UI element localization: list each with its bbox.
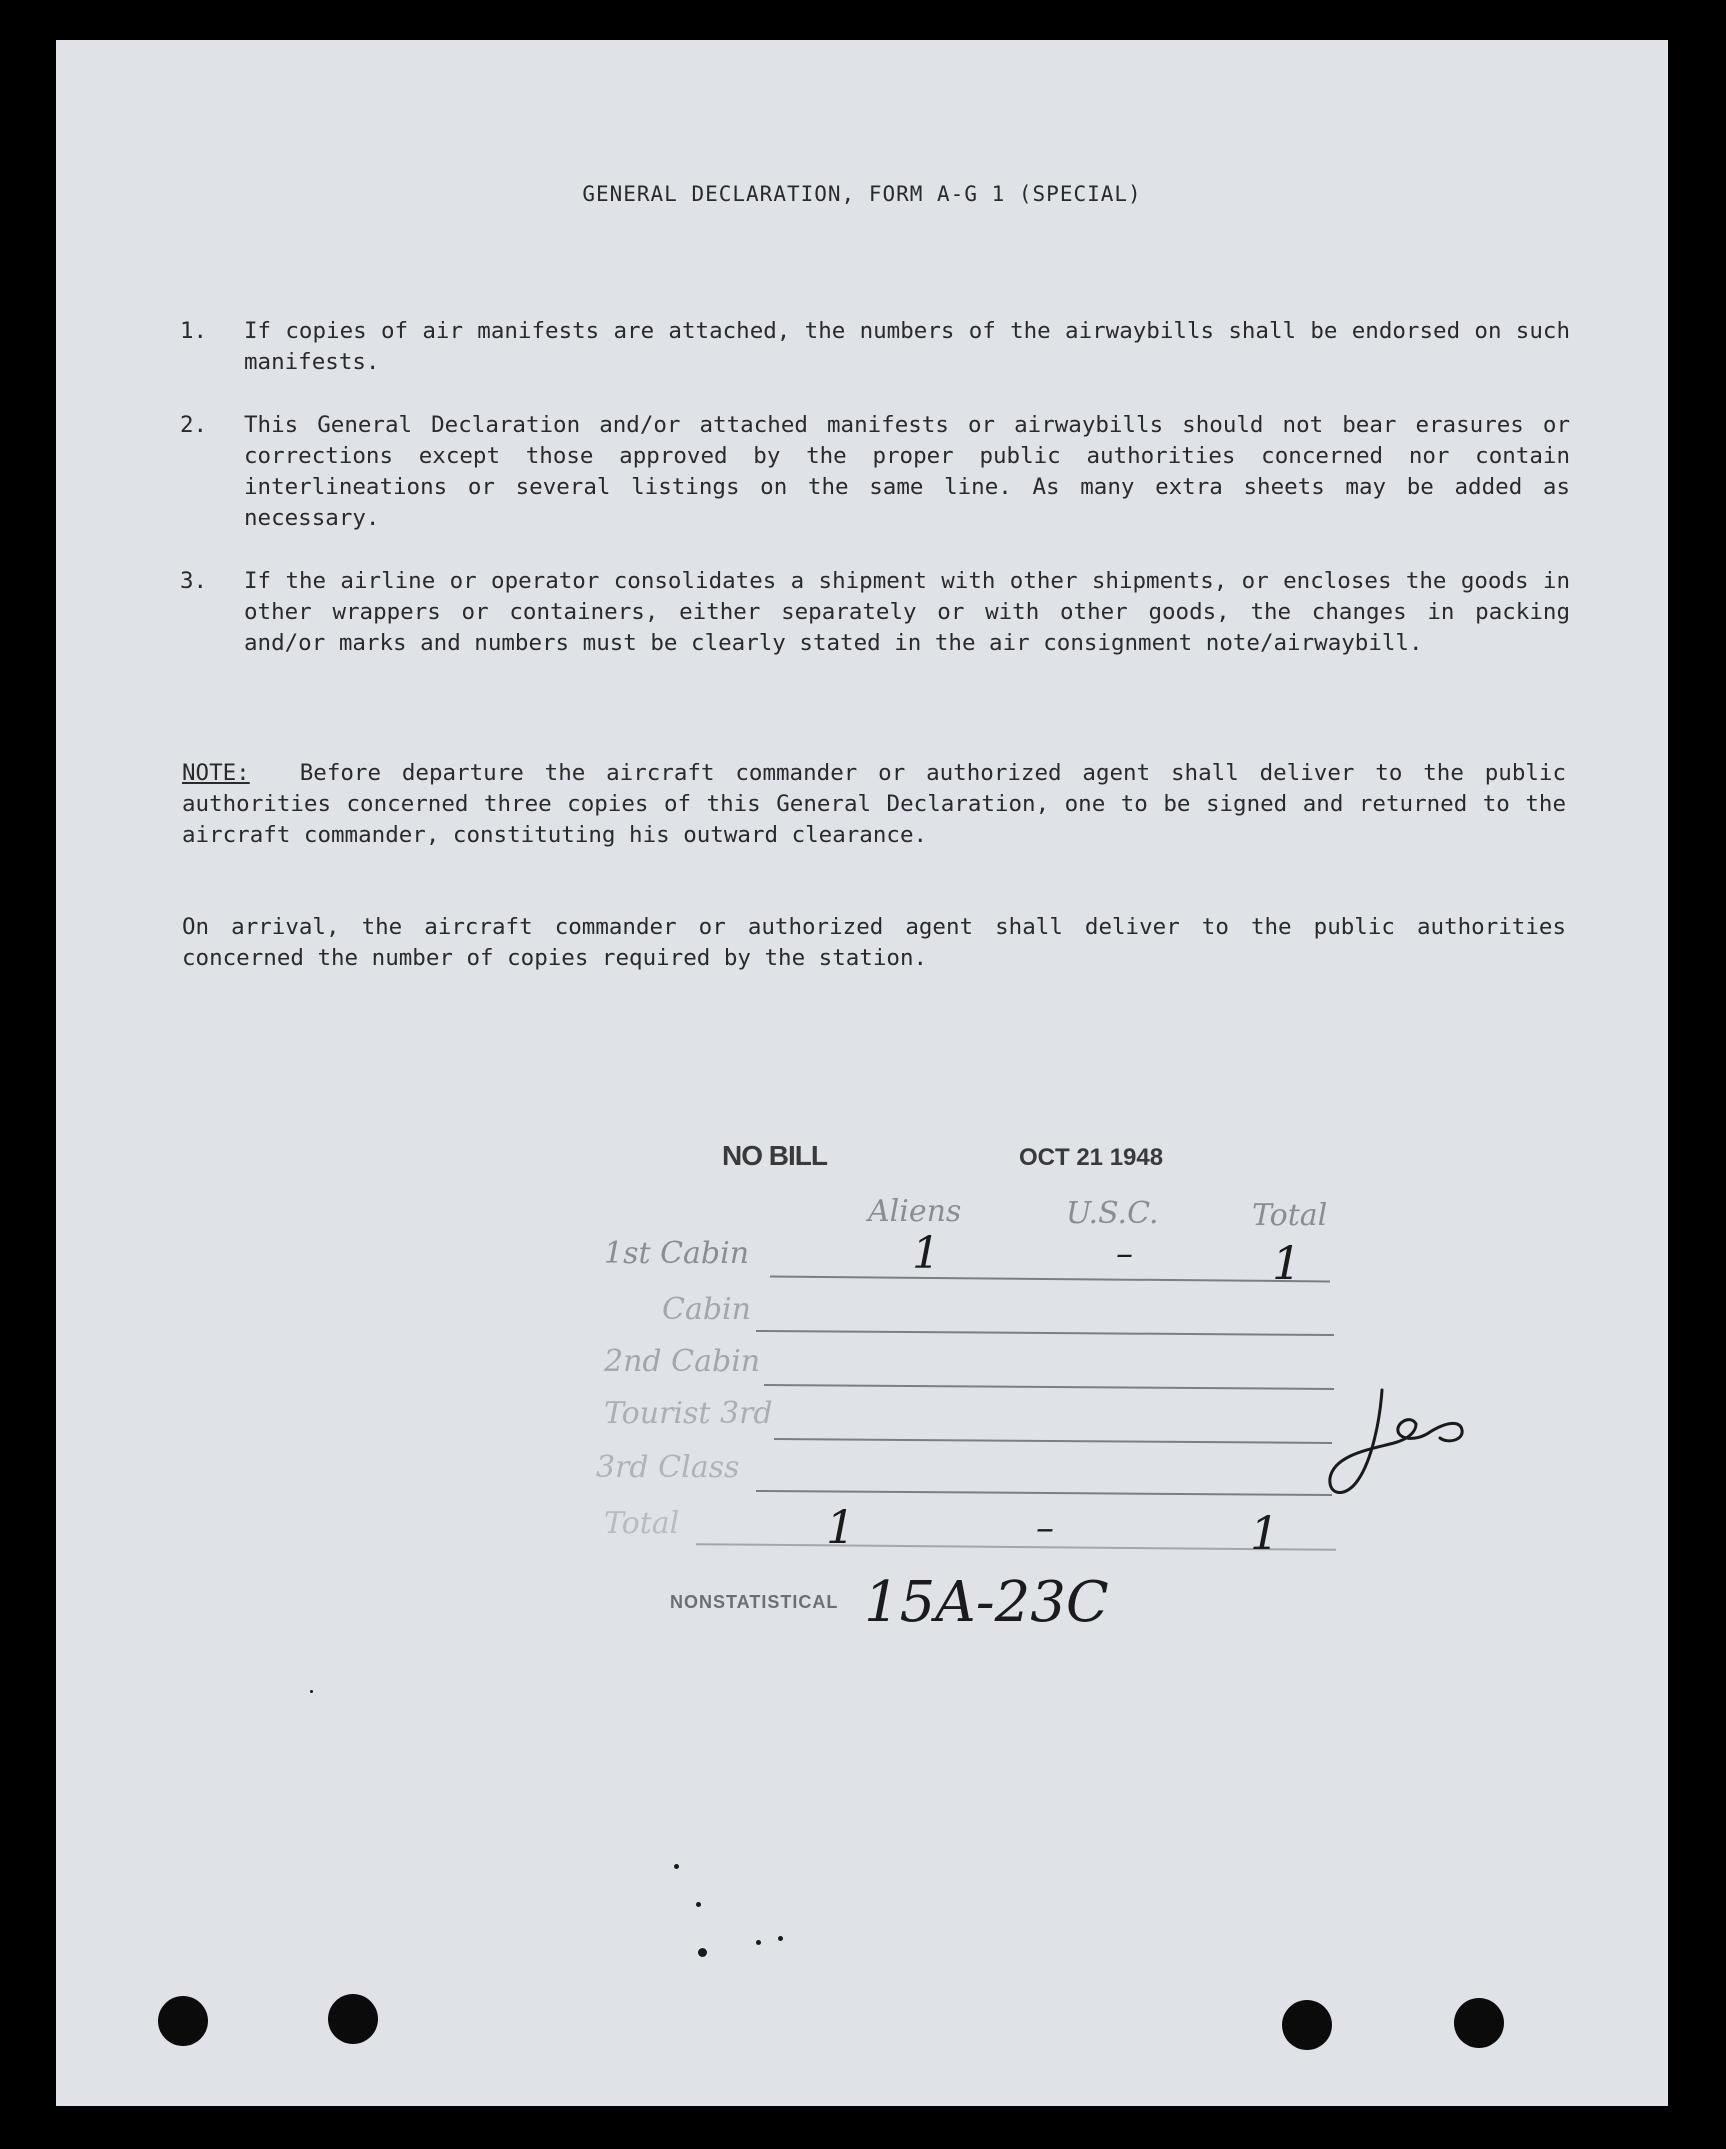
punch-hole <box>328 1994 378 2044</box>
punch-hole <box>1282 2000 1332 2050</box>
punch-hole <box>158 1996 208 2046</box>
item-text: If the airline or operator consolidates a shipment with other shipments, or encloses the goods in other wrappers or containers, either separately or with other goods, the changes in packing and/or marks and numbers must be clearly stated in the air consignment note/airwaybill. <box>244 568 1570 656</box>
value-usc: – <box>1116 1234 1133 1274</box>
row-label-total: Total <box>604 1506 680 1541</box>
speck <box>778 1936 783 1941</box>
no-bill-stamp: NO BILL <box>722 1140 827 1171</box>
row-line <box>770 1276 1330 1283</box>
speck <box>696 1902 701 1907</box>
speck <box>698 1948 707 1957</box>
speck <box>674 1864 679 1869</box>
date-stamp: OCT 21 1948 <box>1019 1144 1164 1171</box>
document-page <box>56 40 1668 2106</box>
value-total: 1 <box>1272 1236 1302 1290</box>
row-label-3rd-class: 3rd Class <box>596 1450 740 1485</box>
nonstatistical-stamp: NONSTATISTICAL <box>670 1592 839 1612</box>
initials-signature <box>1320 1380 1500 1520</box>
page-title: GENERAL DECLARATION, FORM A-G 1 (SPECIAL) <box>582 182 1142 206</box>
value-total-total: 1 <box>1250 1506 1280 1560</box>
row-line <box>756 1490 1332 1496</box>
speck <box>756 1940 761 1945</box>
row-line <box>764 1384 1334 1390</box>
instruction-item-1 <box>180 316 1570 378</box>
item-number: 3. <box>180 568 208 594</box>
instruction-item-3 <box>180 566 1570 659</box>
value-aliens: 1 <box>912 1228 940 1279</box>
column-header-usc: U.S.C. <box>1066 1196 1159 1231</box>
punch-hole <box>1454 1998 1504 2048</box>
note-label: NOTE: <box>182 760 250 786</box>
row-line <box>756 1330 1334 1336</box>
row-label-cabin: Cabin <box>662 1292 751 1327</box>
value-total-aliens: 1 <box>826 1500 856 1554</box>
row-line <box>696 1543 1336 1551</box>
arrival-paragraph: On arrival, the aircraft commander or authorized agent shall deliver to the public authorities concerned the number of copies required by the station. <box>182 914 1566 971</box>
speck <box>310 1690 313 1693</box>
row-line <box>774 1438 1332 1444</box>
instruction-item-2 <box>180 410 1570 534</box>
value-total-usc: – <box>1036 1508 1054 1549</box>
note-paragraph <box>182 758 1566 851</box>
item-text: If copies of air manifests are attached, the numbers of the airwaybills shall be endorsed on such manifests. <box>244 318 1570 375</box>
file-number: 15A-23C <box>864 1570 1109 1635</box>
note-text: Before departure the aircraft commander or authorized agent shall deliver to the public authorities concerned three copies of this General Declaration, one to be signed and returned to the aircraft commander, constituting his outward clearance. <box>182 760 1566 848</box>
column-header-total: Total <box>1252 1198 1328 1233</box>
item-text: This General Declaration and/or attached manifests or airwaybills should not bear erasures or corrections except those approved by the proper public authorities concerned nor contain interlineations or several listings on the same line. As many extra sheets may be added as necessary. <box>244 412 1570 531</box>
item-number: 2. <box>180 412 208 438</box>
column-header-aliens: Aliens <box>868 1194 962 1229</box>
row-label-2nd-cabin: 2nd Cabin <box>604 1344 761 1379</box>
row-label-1st-cabin: 1st Cabin <box>604 1236 750 1271</box>
row-label-tourist-3rd: Tourist 3rd <box>604 1396 773 1431</box>
item-number: 1. <box>180 318 208 344</box>
